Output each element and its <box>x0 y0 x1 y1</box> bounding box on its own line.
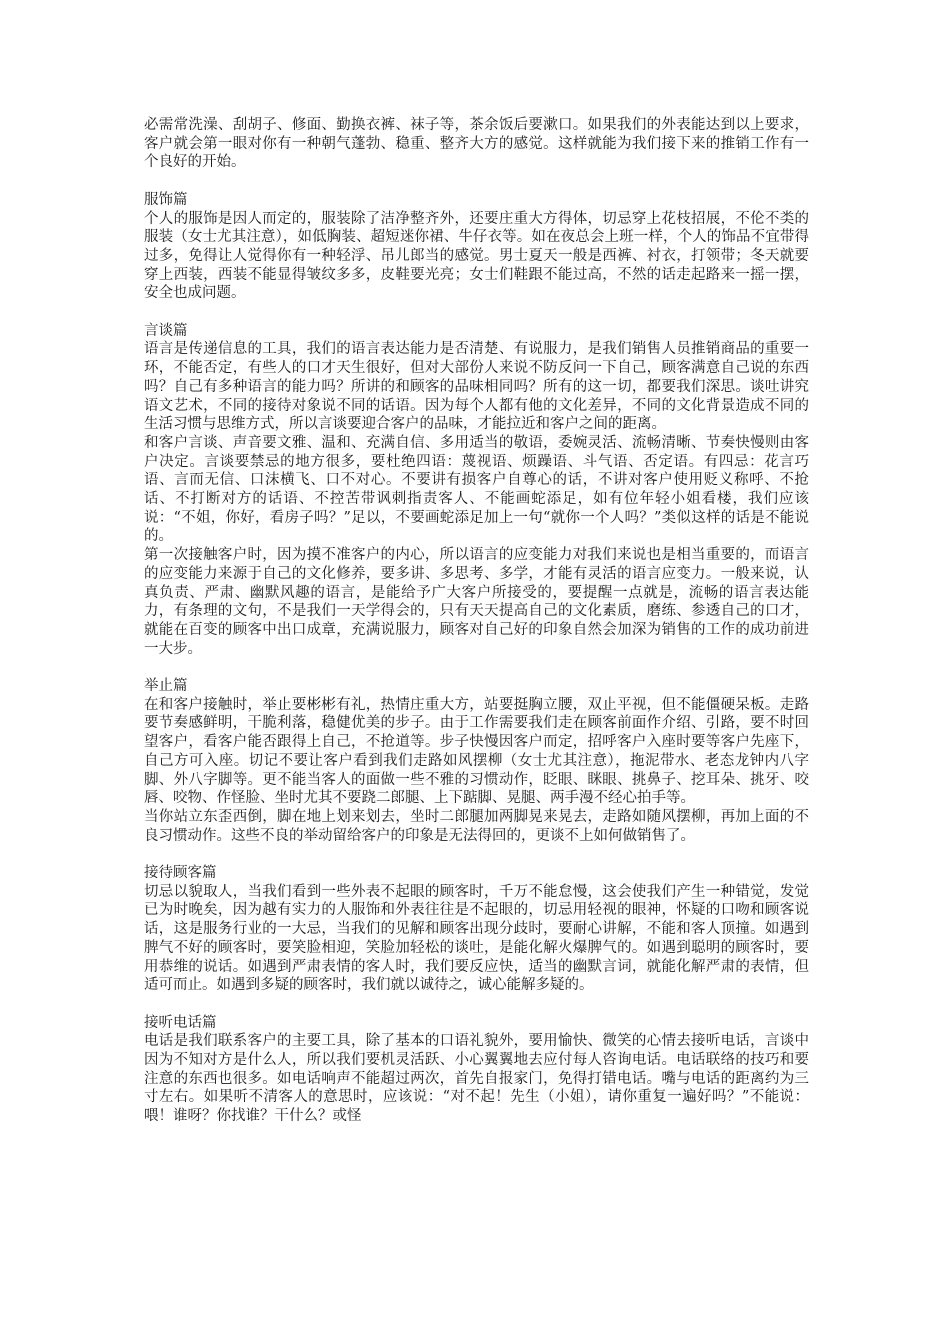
spacer <box>144 172 809 191</box>
section-paragraph: 电话是我们联系客户的主要工具，除了基本的口语礼貌外，要用愉快、微笑的心情去接听电话，言谈中因为不知对方是什么人，所以我们要机灵活跃、小心翼翼地去应付每人咨询电话。电话联络的技巧和要注意的东西也很多。如电话响声不能超过两次，首先自报家门，免得打错电话。嘴与电话的距离约为三寸左右。如果听不清客人的意思时，应该说：“对不起！先生（小姐），请你重复一遍好吗？”不能说：喂！谁呀？你找谁？干什么？或怪 <box>144 1033 809 1125</box>
section-clothing <box>144 191 809 303</box>
section-paragraph: 在和客户接触时，举止要彬彬有礼，热情庄重大方，站要挺胸立腰，双止平视，但不能僵硬呆板。走路要节奏感鲜明，干脆利落，稳健优美的步子。由于工作需要我们走在顾客前面作介绍、引路，要不时回望客户，看客户能否跟得上自己，不抢道等。步子快慢因客户而定，招呼客户入座时要等客户先座下，自己方可入座。切记不要让客户看到我们走路如风摆柳（女士尤其注意），拖泥带水、老态龙钟内八字脚、外八字脚等。更不能当客人的面做一些不雅的习惯动作，眨眼、眯眼、挑鼻子、挖耳朵、挑牙、咬唇、咬物、作怪脸、坐时尤其不要跷二郎腿、上下踮脚、晃腿、两手漫不经心拍手等。 <box>144 696 809 807</box>
section-paragraph: 第一次接触客户时，因为摸不准客户的内心，所以语言的应变能力对我们来说也是相当重要的，而语言的应变能力来源于自己的文化修养，要多讲、多思考、多学，才能有灵活的语言应变力。一般来说，认真负责、严肃、幽默风趣的语言，是能给予广大客户所接受的，要提醒一点就是，流畅的语言表达能力，有条理的文句，不是我们一天学得会的，只有天天提高自己的文化素质，磨练、参透自己的口才，就能在百变的顾客中出口成章，充满说服力，顾客对自己好的印象自然会加深为销售的工作的成功前进一大步。 <box>144 547 809 657</box>
section-heading: 接待顾客篇 <box>144 865 217 882</box>
section-paragraph: 切忌以貌取人，当我们看到一些外表不起眼的顾客时，千万不能怠慢，这会使我们产生一种错觉，发觉已为时晚矣，因为越有实力的人服饰和外表往往是不起眼的，切忌用轻视的眼神，怀疑的口吻和顾客说话，这是服务行业的一大忌，当我们的见解和顾客出现分歧时，要耐心讲解，不能和客人顶撞。如遇到脾气不好的顾客时，要笑脸相迎，笑脸加轻松的谈吐，是能化解火爆脾气的。如遇到聪明的顾客时，要用恭维的说话。如遇到严肃表情的客人时，我们要反应快，适当的幽默言词，就能化解严肃的表情，但适可而止。如遇到多疑的顾客时，我们就以诚待之，诚心能解多疑的。 <box>144 883 809 994</box>
spacer <box>144 845 809 864</box>
section-phone <box>144 1014 809 1126</box>
document-page <box>144 116 809 1126</box>
spacer <box>144 303 809 322</box>
section-paragraph: 当你站立东歪西倒，脚在地上划来划去，坐时二郎腿加两脚晃来晃去，走路如随风摆柳，再加上面的不良习惯动作。这些不良的举动留给客户的印象是无法得回的，更谈不上如何做销售了。 <box>144 808 809 844</box>
spacer <box>144 995 809 1014</box>
section-paragraph: 个人的服饰是因人而定的，服装除了洁净整齐外，还要庄重大方得体，切忌穿上花枝招展，不伦不类的服装（女士尤其注意），如低胸装、超短迷你裙、牛仔衣等。如在夜总会上班一样，个人的饰品不宜带得过多，免得让人觉得你有一种轻浮、吊儿郎当的感觉。男士夏天一般是西裤、衬衣，打领带；冬天就要穿上西装，西装不能显得皱纹多多，皮鞋要光亮；女士们鞋跟不能过高，不然的话走起路来一摇一摆，安全也成问题。 <box>144 210 809 302</box>
section-reception <box>144 864 809 995</box>
section-heading: 言谈篇 <box>144 322 188 339</box>
section-speech <box>144 322 809 659</box>
section-manner <box>144 677 809 845</box>
spacer <box>144 658 809 677</box>
section-paragraph: 和客户言谈、声音要文雅、温和、充满自信、多用适当的敬语，委婉灵活、流畅清晰、节奏快慢则由客户决定。言谈要禁忌的地方很多，要杜绝四语：蔑视语、烦躁语、斗气语、否定语。有四忌：花言巧语、言而无信、口沫横飞、口不对心。不要讲有损客户自尊心的话，不讲对客户使用贬义称呼、不抢话、不打断对方的话语、不控苦带讽刺指责客人、不能画蛇添足，如有位年轻小姐看楼，我们应该说：“不姐，你好，看房子吗？”足以，不要画蛇添足加上一句“就你一个人吗？”类似这样的话是不能说的。 <box>144 434 809 545</box>
section-heading: 服饰篇 <box>144 191 188 208</box>
section-paragraph: 语言是传递信息的工具，我们的语言表达能力是否清楚、有说服力，是我们销售人员推销商品的重要一环，不能否定，有些人的口才天生很好，但对大部份人来说不防反问一下自己，顾客满意自己说的东西吗？自己有多种语言的能力吗？所讲的和顾客的品味相同吗？所有的这一切，都要我们深思。谈吐讲究语文艺术，不同的接待对象说不同的话语。因为每个人都有他的文化差异，不同的文化背景造成不同的生活习惯与思维方式，所以言谈要迎合客户的品味，才能拉近和客户之间的距离。 <box>144 341 809 433</box>
section-heading: 接听电话篇 <box>144 1014 217 1031</box>
section-heading: 举止篇 <box>144 678 188 695</box>
intro-paragraph: 必需常洗澡、刮胡子、修面、勤换衣裤、袜子等，茶余饭后要漱口。如果我们的外表能达到以上要求，客户就会第一眼对你有一种朝气蓬勃、稳重、整齐大方的感觉。这样就能为我们接下来的推销工作有一个良好的开始。 <box>144 117 809 171</box>
